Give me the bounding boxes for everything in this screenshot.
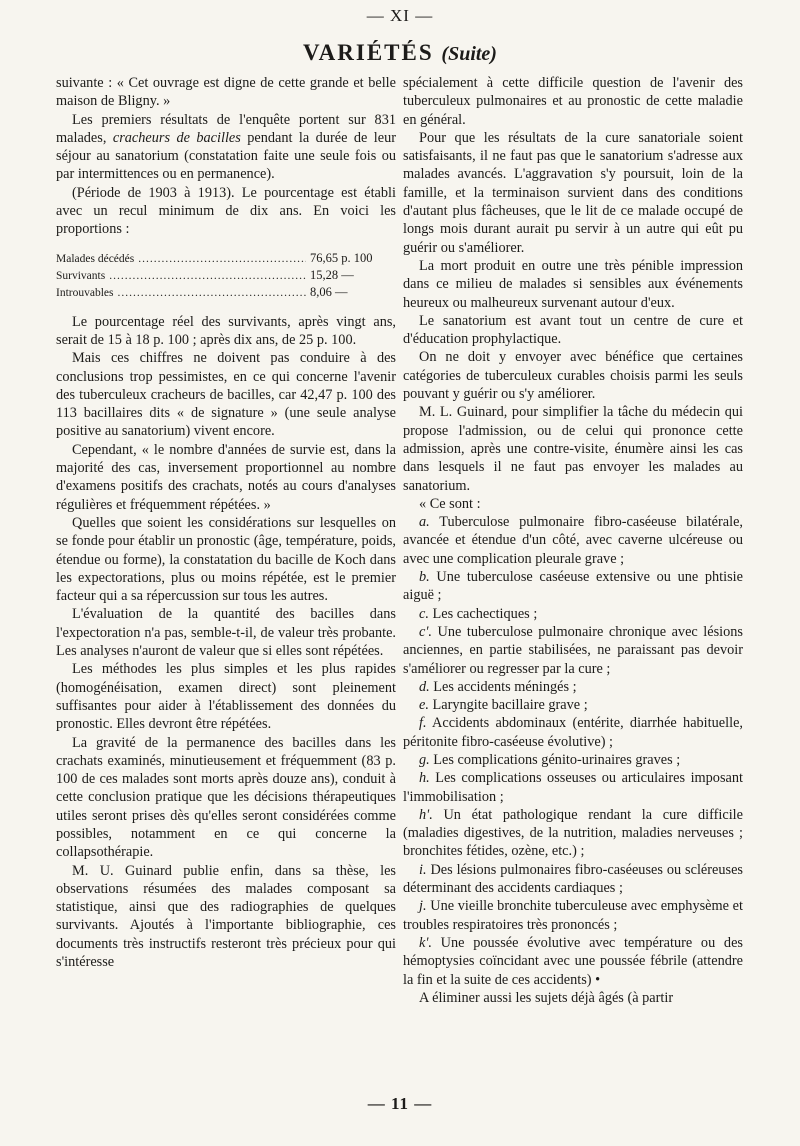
dot-leader bbox=[109, 268, 306, 284]
item-letter: i. bbox=[419, 861, 427, 878]
paragraph: Le sanatorium est avant tout un centre de cure et d'éducation prophylactique. bbox=[403, 312, 743, 348]
stat-label: Introuvables bbox=[56, 286, 114, 299]
list-item bbox=[403, 605, 743, 623]
paragraph: (Période de 1903 à 1913). Le pourcentage est établi avec un recul minimum de dix ans. En voici les proportions : bbox=[56, 184, 396, 238]
item-letter: g. bbox=[419, 751, 430, 768]
stat-row bbox=[56, 284, 396, 301]
list-item bbox=[403, 897, 743, 934]
paragraph: Pour que les résultats de la cure sanatoriale soient satisfaisants, il ne faut pas que le sanatorium s'adresse aux malades avancés. L'aggravation s'y poursuit, loin de la famille, et la terminaison survient dans des conditions d'autant plus fâcheuses, que le lit de ce malade occupé de longs mois durant aurait pu servir à un autre qui eût pu guérir ou s'améliorer. bbox=[403, 129, 743, 256]
list-item bbox=[403, 934, 743, 989]
item-text: Une tuberculose pulmonaire chronique avec lésions anciennes, en partie stabilisées, ne paraissant pas devoir s'améliorer ou regresser par la cure ; bbox=[403, 623, 743, 677]
title-suite: (Suite) bbox=[441, 43, 497, 65]
stat-row bbox=[56, 267, 396, 284]
item-text: Les accidents méningés ; bbox=[429, 678, 577, 695]
right-column bbox=[403, 74, 743, 1007]
item-letter: a. bbox=[419, 514, 430, 531]
item-text: Les complications génito-urinaires graves ; bbox=[429, 751, 681, 768]
item-text: Des lésions pulmonaires fibro-caséeuses ou scléreuses déterminant des accidents cardiaques ; bbox=[403, 861, 743, 897]
item-text: Les cachectiques ; bbox=[428, 605, 538, 622]
item-letter: k'. bbox=[419, 934, 432, 951]
dot-leader bbox=[138, 251, 306, 267]
list-item bbox=[403, 678, 743, 696]
paragraph: Mais ces chiffres ne doivent pas conduire à des conclusions trop pessimistes, en ce qui concerne l'avenir des tuberculeux cracheurs de bacilles, car 42,47 p. 100 des 113 bacillaires dits « de signature » (une seule analyse positive au sanatorium) vivent encore. bbox=[56, 350, 396, 440]
item-letter: c. bbox=[419, 605, 429, 622]
item-text: Laryngite bacillaire grave ; bbox=[428, 697, 588, 714]
left-column bbox=[56, 74, 396, 971]
page-number-roman: — XI — bbox=[366, 6, 434, 25]
item-letter: f. bbox=[419, 715, 427, 732]
stat-label: Survivants bbox=[56, 269, 106, 282]
item-text: Une poussée évolutive avec température ou des hémoptysies coïncidant avec une poussée fébrile (attendre la fin et la suite de ces accidents) • bbox=[403, 934, 743, 988]
paragraph: La mort produit en outre une très pénible impression dans ce milieu de malades si sensibles aux événements heureux ou malheureux survenant autour d'eux. bbox=[403, 257, 743, 311]
paragraph: spécialement à cette difficile question de l'avenir des tuberculeux pulmonaires et au pronostic de cette maladie en général. bbox=[403, 75, 743, 128]
paragraph: Le pourcentage réel des survivants, après vingt ans, serait de 15 à 18 p. 100 ; après dix ans, de 25 p. 100. bbox=[56, 313, 396, 348]
paragraph: La gravité de la permanence des bacilles dans les crachats examinés, minutieusement et fréquemment (83 p. 100 de ces malades sont morts après douze ans), conduit à cette conclusion pratique que les décisions thérapeutiques utiles seront prises dès qu'elles seront considérées comme possibles, notamment en ce qui concerne la collapsothérapie. bbox=[56, 734, 396, 861]
item-text: Tuberculose pulmonaire fibro-caséeuse bilatérale, avancée et étendue d'un côté, avec caverne ulcéreuse ou avec une complication pleurale grave ; bbox=[403, 514, 743, 567]
item-letter: d. bbox=[419, 678, 430, 695]
list-item bbox=[403, 714, 743, 751]
stat-value: 8,06 — bbox=[310, 284, 348, 299]
stat-row bbox=[56, 250, 396, 267]
item-text: Les complications osseuses ou articulaires imposant l'immobilisation ; bbox=[403, 770, 743, 805]
paragraph: Les méthodes les plus simples et les plus rapides (homogénéisation, examen direct) sont pleinement suffisantes pour aider à l'établissement des données du pronostic. Elles devront être répétées. bbox=[56, 661, 396, 733]
paragraph-text: Les premiers résultats de l'enquête portent sur 831 malades, bbox=[56, 111, 396, 146]
paragraph: suivante : « Cet ouvrage est digne de cette grande et belle maison de Bligny. » bbox=[56, 75, 396, 110]
paragraph: On ne doit y envoyer avec bénéfice que certaines catégories de tuberculeux curables choisis parmi les seuls pouvant y guérir ou s'y améliorer. bbox=[403, 349, 743, 403]
item-letter: h. bbox=[419, 770, 430, 787]
page-title bbox=[0, 40, 800, 66]
list-item bbox=[403, 769, 743, 806]
item-text: Un état pathologique rendant la cure difficile (maladies digestives, de la nutrition, maladies nerveuses ; bronchites fétides, ozène, etc.) ; bbox=[403, 806, 743, 860]
paragraph: M. L. Guinard, pour simplifier la tâche du médecin qui propose l'admission, ou de celui qui prononce cette admission, après une contre-visite, énumère ainsi les cas dans lesquels il ne faut pas envoyer les malades au sanatorium. bbox=[403, 404, 743, 494]
list-item bbox=[403, 861, 743, 898]
stat-label: Malades décédés bbox=[56, 252, 135, 265]
item-letter: j. bbox=[419, 898, 427, 915]
title-main: VARIÉTÉS bbox=[303, 40, 434, 65]
page-number: — 11 — bbox=[367, 1094, 433, 1113]
item-letter: h'. bbox=[419, 806, 433, 823]
emphasis-text: cracheurs de bacilles bbox=[112, 129, 241, 146]
dot-leader bbox=[117, 285, 306, 301]
list-item bbox=[403, 751, 743, 769]
paragraph: M. U. Guinard publie enfin, dans sa thèse, les observations résumées des malades composant sa statistique, ainsi que des radiographies de quelques survivants. Ajoutés à l'importante bibliographie, ces documents très instructifs resteront très précieux pour qui s'intéresse bbox=[56, 862, 396, 971]
list-item bbox=[403, 623, 743, 678]
list-item bbox=[403, 696, 743, 714]
statistics-table bbox=[56, 250, 396, 301]
paragraph bbox=[56, 111, 396, 184]
item-text: Une vieille bronchite tuberculeuse avec emphysème et troubles respiratoires très prononcés ; bbox=[403, 898, 743, 933]
list-item bbox=[403, 568, 743, 605]
item-text: Accidents abdominaux (entérite, diarrhée habituelle, péritonite fibro-caséeuse évolutive) ; bbox=[403, 715, 743, 750]
item-letter: e. bbox=[419, 697, 429, 714]
stat-value: 15,28 — bbox=[310, 267, 354, 282]
paragraph: Quelles que soient les considérations sur lesquelles on se fonde pour établir un pronostic (âge, température, poids, étendue ou forme), la constatation du bacille de Koch dans les expectorations, plus ou moins répétée, est le premier facteur qui a sa répercussion sur tous les autres. bbox=[56, 514, 396, 605]
list-item bbox=[403, 513, 743, 568]
list-item bbox=[403, 806, 743, 861]
item-text: Une tuberculose caséeuse extensive ou une phtisie aiguë ; bbox=[403, 569, 743, 604]
paragraph: A éliminer aussi les sujets déjà âgés (à partir bbox=[419, 989, 674, 1006]
paragraph: L'évaluation de la quantité des bacilles dans l'expectoration n'a pas, semble-t-il, de valeur très probante. Les analyses n'auront de valeur que si elles sont répétées. bbox=[56, 606, 396, 660]
paragraph-text: pendant la durée de leur séjour au sanatorium (constatation faite une seule fois ou par intermittences ou en permanence). bbox=[56, 129, 396, 183]
item-letter: b. bbox=[419, 569, 430, 586]
item-letter: c'. bbox=[419, 623, 432, 640]
stat-value: 76,65 p. 100 bbox=[310, 250, 373, 265]
paragraph: Cependant, « le nombre d'années de survie est, dans la majorité des cas, inversement proportionnel au nombre d'examens positifs des crachats, notés au cours d'analyses régulières et fréquemment répétées. » bbox=[56, 441, 396, 513]
paragraph: « Ce sont : bbox=[419, 495, 481, 512]
